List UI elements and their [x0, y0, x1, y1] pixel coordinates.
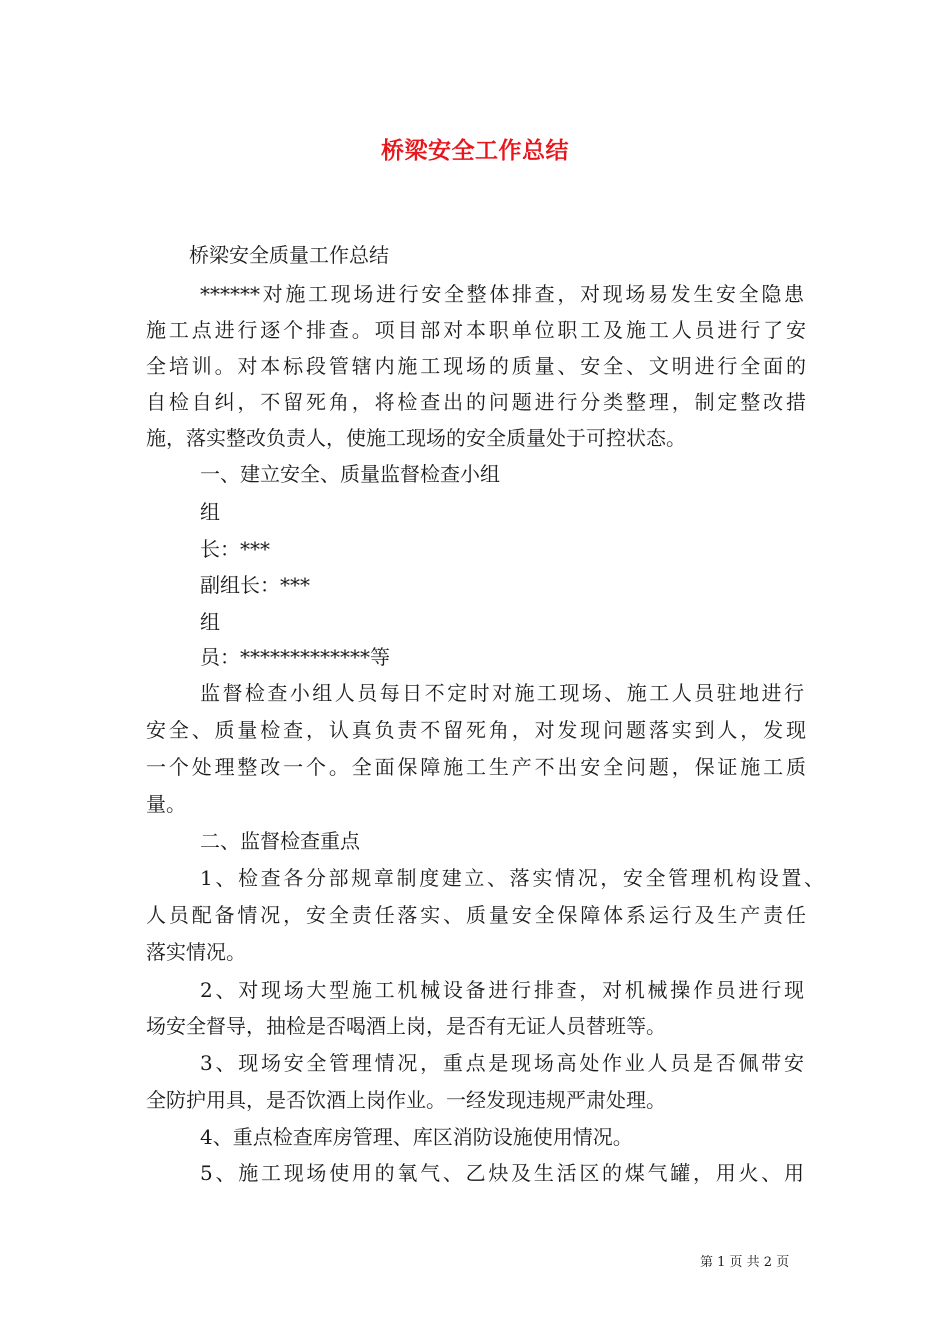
list-item-line: 4、重点检查库房管理、库区消防设施使用情况。: [200, 1125, 633, 1149]
paragraph-heading: 桥梁安全质量工作总结: [189, 243, 389, 267]
paragraph-line: 监督检查小组人员每日不定时对施工现场、施工人员驻地进行: [200, 681, 804, 705]
paragraph-line: 自检自纠，不留死角，将检查出的问题进行分类整理，制定整改措: [146, 390, 806, 414]
paragraph-line: 量。: [146, 792, 186, 816]
paragraph-line: 全培训。对本标段管辖内施工现场的质量、安全、文明进行全面的: [146, 354, 806, 378]
group-member-label: 组: [200, 610, 220, 634]
list-item-line: 人员配备情况，安全责任落实、质量安全保障体系运行及生产责任: [146, 903, 806, 927]
deputy-leader: 副组长：***: [200, 573, 310, 597]
group-member-value: 员：*************等: [200, 645, 390, 669]
list-item-line: 2、对现场大型施工机械设备进行排查，对机械操作员进行现: [200, 978, 804, 1002]
section-heading: 一、建立安全、质量监督检查小组: [200, 462, 500, 486]
list-item-line: 1、检查各分部规章制度建立、落实情况，安全管理机构设置、: [200, 866, 824, 890]
page-number: 第 1 页 共 2 页: [700, 1255, 790, 1270]
list-item-line: 落实情况。: [146, 940, 246, 964]
paragraph-line: 施工点进行逐个排查。项目部对本职单位职工及施工人员进行了安: [146, 318, 806, 342]
document-title: 桥梁安全工作总结: [381, 137, 569, 164]
list-item-line: 场安全督导，抽检是否喝酒上岗，是否有无证人员替班等。: [146, 1014, 666, 1038]
list-item-line: 全防护用具，是否饮酒上岗作业。一经发现违规严肃处理。: [146, 1088, 666, 1112]
list-item-line: 3、现场安全管理情况，重点是现场高处作业人员是否佩带安: [200, 1051, 804, 1075]
group-leader-label: 组: [200, 500, 220, 524]
paragraph-line: 一个处理整改一个。全面保障施工生产不出安全问题，保证施工质: [146, 755, 806, 779]
list-item-line: 5、施工现场使用的氧气、乙炔及生活区的煤气罐，用火、用: [200, 1161, 804, 1185]
paragraph-line: 施，落实整改负责人，使施工现场的安全质量处于可控状态。: [146, 426, 686, 450]
group-leader-value: 长：***: [200, 537, 270, 561]
paragraph-line: ******对施工现场进行安全整体排查，对现场易发生安全隐患: [200, 282, 804, 306]
paragraph-line: 安全、质量检查，认真负责不留死角，对发现问题落实到人，发现: [146, 718, 806, 742]
section-heading: 二、监督检查重点: [200, 829, 360, 853]
